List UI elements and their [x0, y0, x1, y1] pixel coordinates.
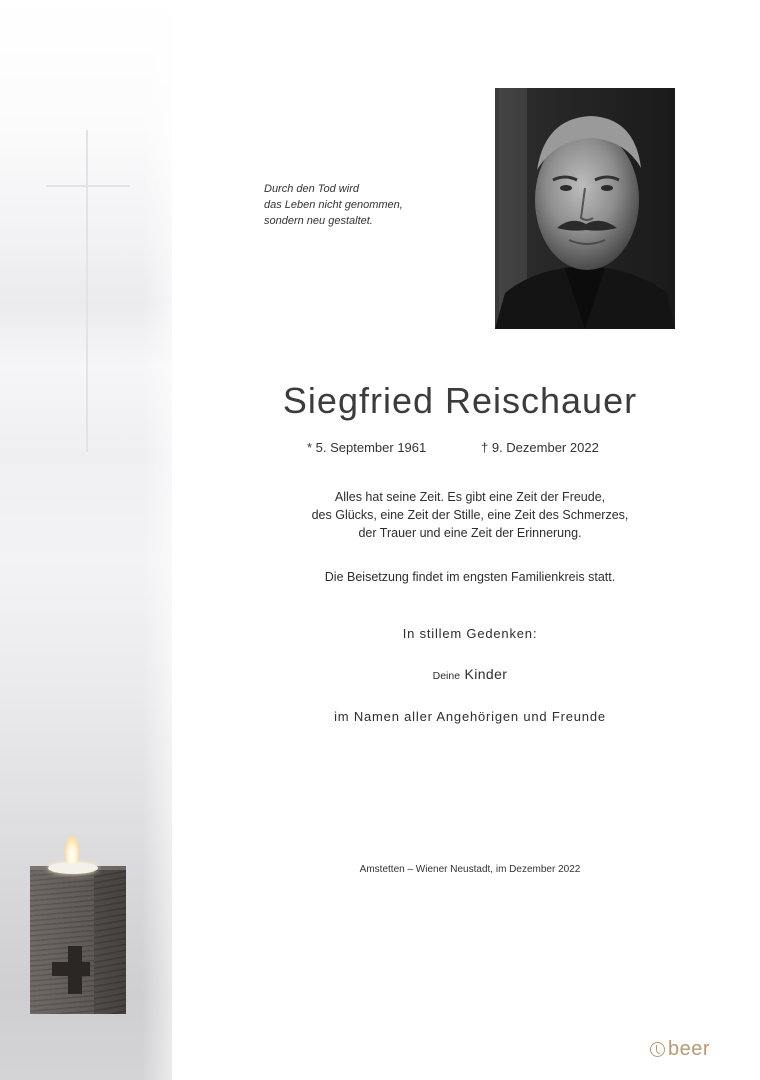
verse-line: Alles hat seine Zeit. Es gibt eine Zeit der Freude, [334, 490, 606, 504]
candle-block-front [30, 870, 94, 1014]
candle-cross-cutout-bar [52, 962, 90, 976]
candle-block-side [94, 870, 126, 1014]
death-date: † 9. Dezember 2022 [481, 440, 599, 455]
portrait-image [495, 88, 675, 329]
children-prefix: Deine [432, 670, 461, 682]
quote-line: Durch den Tod wird [264, 183, 359, 195]
cross-icon [86, 130, 88, 452]
logo-text: beer [668, 1038, 711, 1060]
verse-line: des Glücks, eine Zeit der Stille, eine Zeit des Schmerzes, [311, 508, 629, 522]
children-label: Kinder [464, 666, 508, 682]
memorial-verse [220, 488, 720, 542]
candle-icon [30, 836, 126, 1016]
deceased-name: Siegfried Reischauer [282, 380, 638, 421]
burial-note: Die Beisetzung findet im engsten Familienkreis statt. [324, 570, 616, 584]
cross-icon-bar [46, 185, 130, 187]
portrait-photo [495, 88, 675, 329]
logo-leaf-icon [650, 1042, 665, 1057]
signature-relatives: im Namen aller Angehörigen und Freunde [334, 709, 606, 724]
place-and-date: Amstetten – Wiener Neustadt, im Dezember 2022 [359, 864, 581, 875]
memorial-greeting: In stillem Gedenken: [402, 626, 538, 641]
memorial-quote [264, 181, 464, 229]
verse-line: der Trauer und eine Zeit der Erinnerung. [358, 526, 582, 540]
quote-line: sondern neu gestaltet. [264, 215, 373, 227]
quote-line: das Leben nicht genommen, [264, 199, 403, 211]
signature-children [220, 666, 720, 684]
flame-icon [65, 836, 79, 864]
birth-date: * 5. September 1961 [307, 440, 427, 455]
funeral-home-logo [650, 1038, 710, 1061]
